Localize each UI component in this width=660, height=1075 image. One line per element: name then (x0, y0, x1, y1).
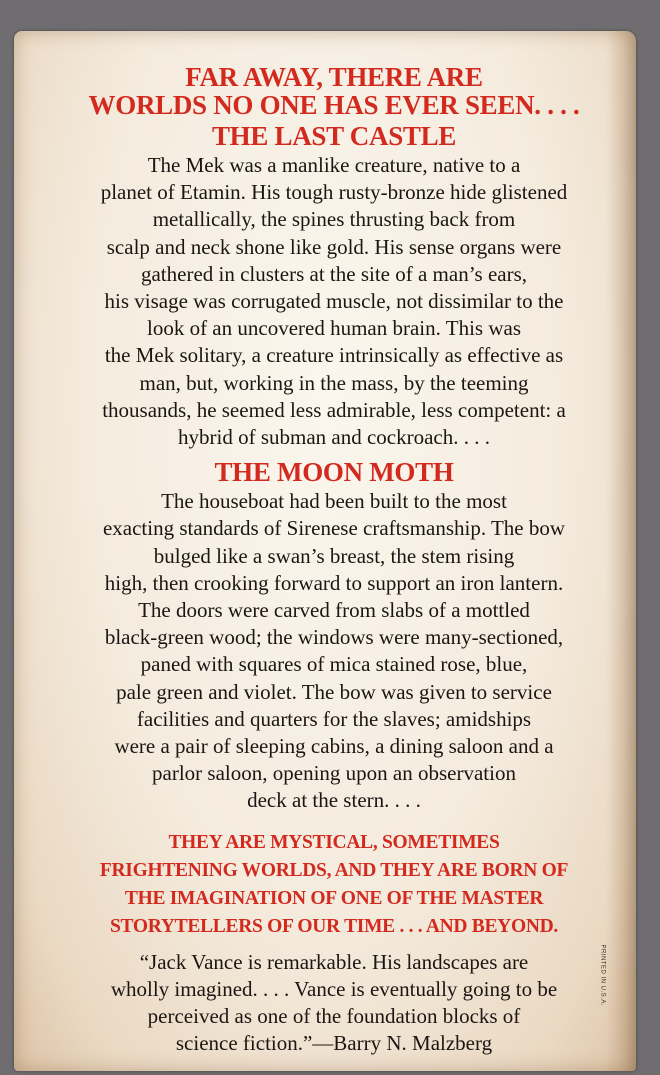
blurb-line: high, then crooking forward to support an iron lantern. (104, 570, 564, 595)
headline-line-1: FAR AWAY, THERE ARE (185, 62, 483, 92)
blurb-line: bulged like a swan’s breast, the stem rising (153, 543, 515, 568)
blurb-line: man, but, working in the mass, by the teeming (139, 370, 529, 395)
review-quote (64, 949, 604, 1058)
blurb-line: his visage was corrugated muscle, not dissimilar to the (104, 289, 564, 314)
story-title-moon-moth: THE MOON MOTH (214, 457, 454, 488)
blurb-line: planet of Etamin. His tough rusty-bronze hide glistened (100, 180, 568, 205)
blurb-line: scalp and neck shone like gold. His sense organs were (106, 234, 562, 259)
blurb-line: look of an uncovered human brain. This was (146, 316, 522, 341)
cover-text (64, 63, 604, 1057)
blurb-line: thousands, he seemed less admirable, less competent: a (102, 397, 566, 422)
story-blurb-last-castle (64, 152, 604, 451)
blurb-line: hybrid of subman and cockroach. . . . (178, 425, 490, 450)
blurb-line: metallically, the spines thrusting back from (152, 207, 516, 232)
blurb-line: black-green wood; the windows were many-sectioned, (104, 625, 564, 650)
blurb-line: The Mek was a manlike creature, native to a (147, 153, 521, 177)
blurb-line: were a pair of sleeping cabins, a dining saloon and a (114, 734, 554, 759)
tagline-line: THEY ARE MYSTICAL, SOMETIMES (168, 831, 500, 853)
blurb-line: the Mek solitary, a creature intrinsically as effective as (104, 343, 564, 368)
printed-in-usa-note: PRINTED IN U.S.A. (600, 944, 606, 1006)
tagline-line: STORYTELLERS OF OUR TIME . . . AND BEYOND. (110, 915, 558, 937)
blurb-line: The houseboat had been built to the most (161, 489, 507, 514)
story-title-last-castle: THE LAST CASTLE (211, 121, 457, 151)
story-blurb-moon-moth (64, 488, 604, 814)
book-back-cover (14, 31, 636, 1071)
quote-line: “Jack Vance is remarkable. His landscapes are (139, 949, 529, 974)
blurb-line: deck at the stern. . . . (247, 788, 421, 813)
blurb-line: parlor saloon, opening upon an observation (152, 761, 516, 786)
tagline-line: FRIGHTENING WORLDS, AND THEY ARE BORN OF (99, 859, 569, 881)
blurb-line: The doors were carved from slabs of a mottled (138, 598, 530, 623)
quote-line: perceived as one of the foundation blocks of (147, 1004, 521, 1029)
blurb-line: gathered in clusters at the site of a man’s ears, (140, 261, 528, 286)
tagline-line: THE IMAGINATION OF ONE OF THE MASTER (124, 887, 544, 909)
headline-line-2: WORLDS NO ONE HAS EVER SEEN. . . . (88, 90, 580, 120)
blurb-line: exacting standards of Sirenese craftsmanship. The bow (102, 516, 566, 541)
blurb-line: pale green and violet. The bow was given to service (116, 679, 552, 704)
quote-line: wholly imagined. . . . Vance is eventually going to be (110, 976, 558, 1001)
blurb-line: facilities and quarters for the slaves; amidships (136, 706, 532, 731)
blurb-line: paned with squares of mica stained rose, blue, (140, 652, 528, 677)
headline (64, 63, 604, 119)
tagline (64, 829, 604, 941)
quote-line: science fiction.”—Barry N. Malzberg (175, 1031, 493, 1056)
